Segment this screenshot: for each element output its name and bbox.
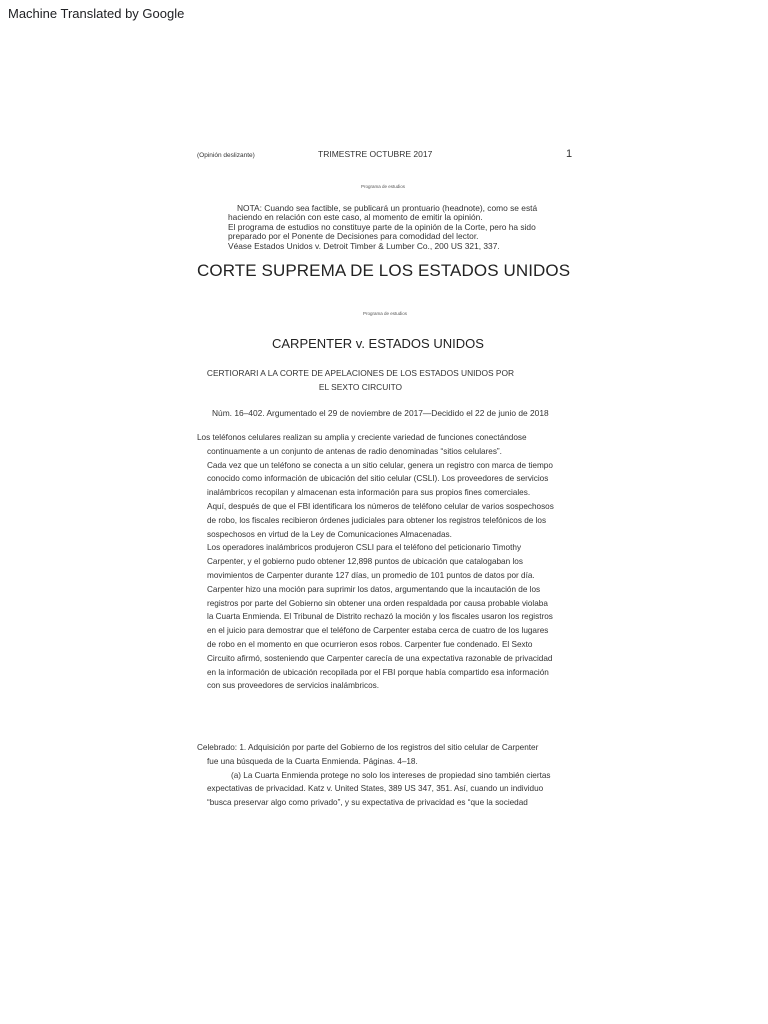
held-line: “busca preservar algo como privado”, y su expectativa de privacidad es “que la sociedad bbox=[207, 798, 528, 808]
certiorari-line: CERTIORARI A LA CORTE DE APELACIONES DE LOS ESTADOS UNIDOS POR bbox=[206, 368, 515, 378]
summary-line: de robo, los fiscales recibieron órdenes judiciales para obtener los registros telefónicos de los bbox=[207, 515, 547, 525]
summary-line: conocido como información de ubicación del sitio celular (CSLI). Los proveedores de servicios bbox=[207, 474, 549, 484]
held-line: expectativas de privacidad. Katz v. United States, 389 US 347, 351. Así, cuando un individuo bbox=[207, 784, 544, 794]
summary-line: Cada vez que un teléfono se conecta a un sitio celular, genera un registro con marca de tiempo bbox=[207, 460, 553, 470]
summary-line: movimientos de Carpenter durante 127 días, un promedio de 101 puntos de datos por día. bbox=[207, 570, 535, 580]
held-line: fue una búsqueda de la Cuarta Enmienda. Páginas. 4–18. bbox=[207, 756, 418, 766]
summary-line: en el juicio para demostrar que el teléfono de Carpenter estaba cerca de cuatro de los lugares bbox=[207, 626, 549, 636]
note-line: haciendo en relación con este caso, al momento de emitir la opinión. bbox=[228, 212, 483, 223]
note-line: preparado por el Ponente de Decisiones para comodidad del lector. bbox=[228, 231, 479, 242]
summary-line: Carpenter, y el gobierno pudo obtener 12,898 puntos de ubicación que catalogaban los bbox=[207, 557, 523, 567]
term-header: TRIMESTRE OCTUBRE 2017 bbox=[318, 149, 433, 159]
case-title: CARPENTER v. ESTADOS UNIDOS bbox=[272, 336, 484, 351]
note-line: NOTA: Cuando sea factible, se publicará un prontuario (headnote), como se está bbox=[237, 203, 538, 213]
held-line: (a) La Cuarta Enmienda protege no solo los intereses de propiedad sino también ciertas bbox=[231, 770, 551, 780]
summary-line: inalámbricos recopilan y almacenan esta información para sus propios fines comerciales. bbox=[207, 488, 531, 498]
note-line: El programa de estudios no constituye parte de la opinión de la Corte, pero ha sido bbox=[228, 221, 536, 232]
summary-line: Aquí, después de que el FBI identificara los números de teléfono celular de varios sospechosos bbox=[207, 501, 554, 511]
docket-line: Núm. 16–402. Argumentado el 29 de noviembre de 2017—Decidido el 22 de junio de 2018 bbox=[212, 408, 549, 418]
summary-paragraph bbox=[197, 431, 577, 693]
summary-line: Los operadores inalámbricos produjeron CSLI para el teléfono del peticionario Timothy bbox=[207, 543, 522, 553]
summary-line: Circuito afirmó, sosteniendo que Carpenter carecía de una expectativa razonable de privacidad bbox=[207, 653, 553, 663]
summary-line: Los teléfonos celulares realizan su amplia y creciente variedad de funciones conectándose bbox=[197, 433, 527, 442]
slip-opinion-label: (Opinión deslizante) bbox=[197, 152, 255, 159]
summary-line: continuamente a un conjunto de antenas de radio denominadas “sitios celulares”. bbox=[207, 446, 502, 456]
headnote-note bbox=[228, 204, 558, 251]
page-number: 1 bbox=[566, 148, 573, 160]
held-paragraph bbox=[197, 741, 577, 810]
certiorari-heading bbox=[198, 366, 523, 394]
note-line: Véase Estados Unidos v. Detroit Timber & Lumber Co., 200 US 321, 337. bbox=[228, 240, 500, 251]
held-line: Celebrado: 1. Adquisición por parte del Gobierno de los registros del sitio celular de Carpenter bbox=[197, 743, 539, 752]
syllabus-label: Programa de estudios bbox=[363, 311, 408, 316]
summary-line: con sus proveedores de servicios inalámbricos. bbox=[207, 681, 380, 691]
summary-line: Carpenter hizo una moción para suprimir los datos, argumentando que la incautación de los bbox=[207, 584, 541, 594]
summary-line: la Cuarta Enmienda. El Tribunal de Distrito rechazó la moción y los fiscales usaron los registros bbox=[207, 612, 553, 622]
summary-line: sospechosos en virtud de la Ley de Comunicaciones Almacenadas. bbox=[207, 529, 452, 539]
court-title: CORTE SUPREMA DE LOS ESTADOS UNIDOS bbox=[197, 261, 571, 280]
syllabus-label: Programa de estudios bbox=[361, 184, 406, 189]
certiorari-line: EL SEXTO CIRCUITO bbox=[318, 382, 403, 392]
summary-line: registros por parte del Gobierno sin obtener una orden respaldada por causa probable violaba bbox=[207, 598, 548, 608]
machine-translation-banner: Machine Translated by Google bbox=[8, 6, 185, 21]
summary-line: en la información de ubicación recopilada por el FBI porque había compartido esa información bbox=[207, 667, 549, 677]
summary-line: de robo en el momento en que ocurrieron esos robos. Carpenter fue condenado. El Sexto bbox=[207, 639, 533, 649]
